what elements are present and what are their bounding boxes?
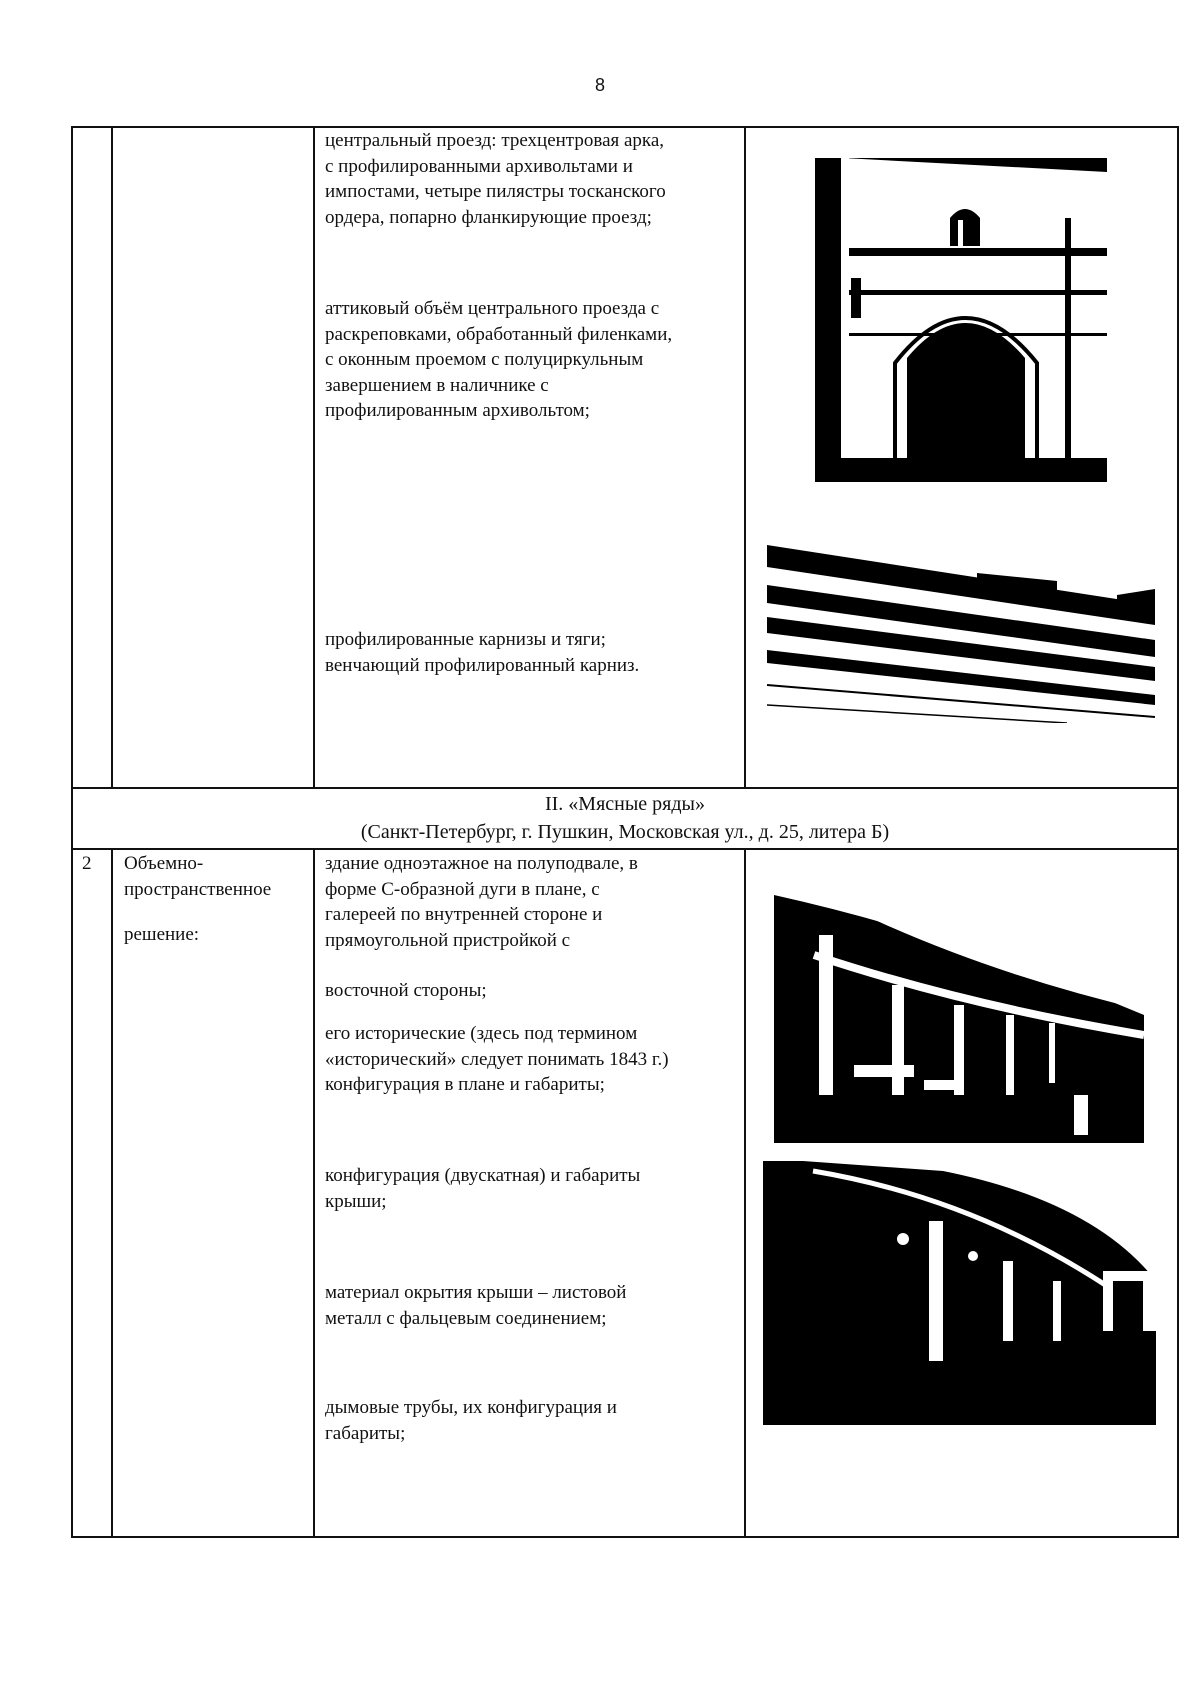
feature-text: центральный проезд: трехцентровая арка, с профилированными архивольтами и импостами, четыре пилястры тосканского ордера, попарно фланкирующие проезд; — [325, 130, 666, 228]
column-divider — [744, 126, 746, 788]
feature-text: здание одноэтажное на полуподвале, в форме С-образной дуги в плане, с галереей по внутренней стороне и прямоугольной пристройкой с — [325, 853, 638, 951]
section-address: (Санкт-Петербург, г. Пушкин, Московская ул., д. 25, литера Б) — [360, 821, 890, 843]
page-number: 8 — [594, 75, 605, 95]
column-divider — [111, 848, 113, 1537]
table-border-bottom — [71, 1536, 1179, 1538]
feature-text: аттиковый объём центрального проезда с раскреповками, обработанный филенками, с оконным проемом с полуциркульным завершением в наличнике с профилированным архивольтом; — [325, 298, 673, 421]
feature-text: материал окрытия крыши – листовой металл с фальцевым соединением; — [325, 1282, 627, 1329]
column-divider — [313, 848, 315, 1537]
table-border-section-bottom — [71, 848, 1179, 850]
feature-text: конфигурация (двускатная) и габариты крыши; — [325, 1165, 641, 1212]
archway-attic-photo — [815, 158, 1107, 482]
feature-text: профилированные карнизы и тяги; венчающий профилированный карниз. — [325, 629, 640, 676]
arcade-gallery-photo — [774, 895, 1144, 1143]
row-label-tail: решение: — [124, 924, 200, 945]
feature-text: восточной стороны; — [325, 980, 487, 1001]
table-border-section-top — [71, 787, 1179, 789]
column-divider — [744, 848, 746, 1537]
cornice-photo — [767, 545, 1155, 723]
feature-text: дымовые трубы, их конфигурация и габариты; — [325, 1397, 617, 1444]
row-label: Объемно- пространственное — [124, 853, 272, 900]
column-divider — [313, 126, 315, 788]
roof-eaves-photo — [763, 1161, 1156, 1425]
section-title: II. «Мясные ряды» — [544, 793, 705, 815]
row-number: 2 — [82, 853, 92, 874]
column-divider — [111, 126, 113, 788]
feature-text: его исторические (здесь под термином «исторический» следует понимать 1843 г.) конфигурация в плане и габариты; — [325, 1023, 669, 1095]
